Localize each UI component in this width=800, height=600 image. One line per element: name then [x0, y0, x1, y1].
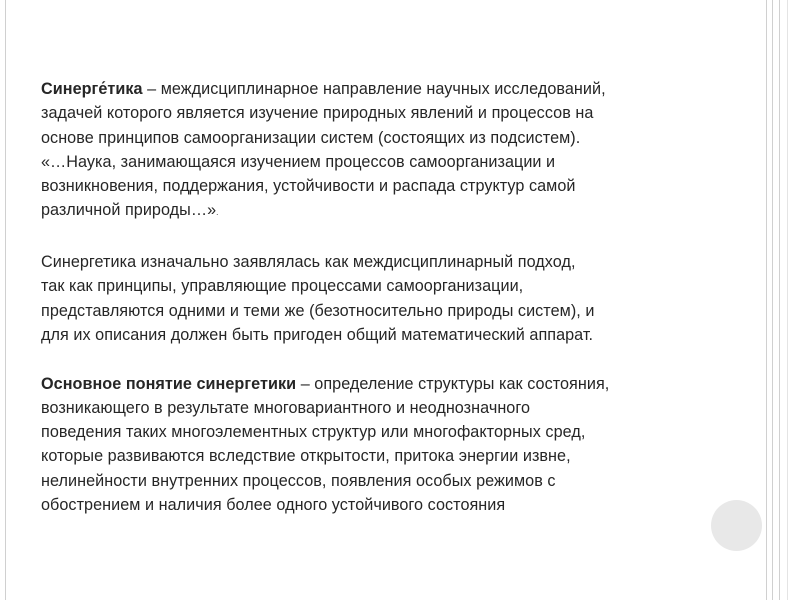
text-line: возникновения, поддержания, устойчивости и распада структур самой — [41, 177, 576, 196]
paragraph-definition — [41, 77, 761, 226]
text-line: так как принципы, управляющие процессами самоорганизации, — [41, 277, 524, 296]
text-line: представляются одними и теми же (безотносительно природы систем), и — [41, 301, 595, 320]
term-synergetics: Синерге́тика — [41, 80, 143, 98]
frame-right-line — [766, 0, 767, 600]
text-line: задачей которого является изучение природных явлений и процессов на — [41, 104, 594, 123]
text-line: Синерге́тика – междисциплинарное направление научных исследований, — [41, 80, 606, 98]
paragraph-interdisciplinary — [41, 250, 761, 347]
text-line: различной природы…». — [41, 201, 219, 220]
text-line: возникающего в результате многовариантного и неоднозначного — [41, 398, 531, 417]
term-main-concept: Основное понятие синергетики — [41, 374, 297, 393]
text-line: для их описания должен быть пригоден общий математический аппарат. — [41, 325, 594, 344]
text-line: «…Наука, занимающаяся изучением процессов самоорганизации и — [41, 152, 556, 171]
text-line: Синергетика изначально заявлялась как междисциплинарный подход, — [41, 253, 576, 272]
text-line: Основное понятие синергетики – определение структуры как состояния, — [41, 374, 610, 393]
slide-body — [41, 77, 761, 517]
paragraph-gap — [41, 226, 761, 250]
paragraph-gap — [41, 347, 761, 371]
frame-right-line — [772, 0, 773, 600]
text-line: обострением и наличия более одного устойчивого состояния — [41, 496, 506, 515]
frame-right-line — [787, 0, 788, 600]
paragraph-main-concept — [41, 372, 761, 518]
text-line: основе принципов самоорганизации систем (состоящих из подсистем). — [41, 128, 581, 147]
frame-left-line — [5, 0, 6, 600]
text-line: нелинейности внутренних процессов, появления особых режимов с — [41, 471, 556, 490]
frame-right-line — [779, 0, 780, 600]
decorative-circle — [711, 500, 762, 551]
text-line: которые развиваются вследствие открытости, притока энергии извне, — [41, 447, 571, 466]
text-line: поведения таких многоэлементных структур или многофакторных сред, — [41, 423, 586, 442]
